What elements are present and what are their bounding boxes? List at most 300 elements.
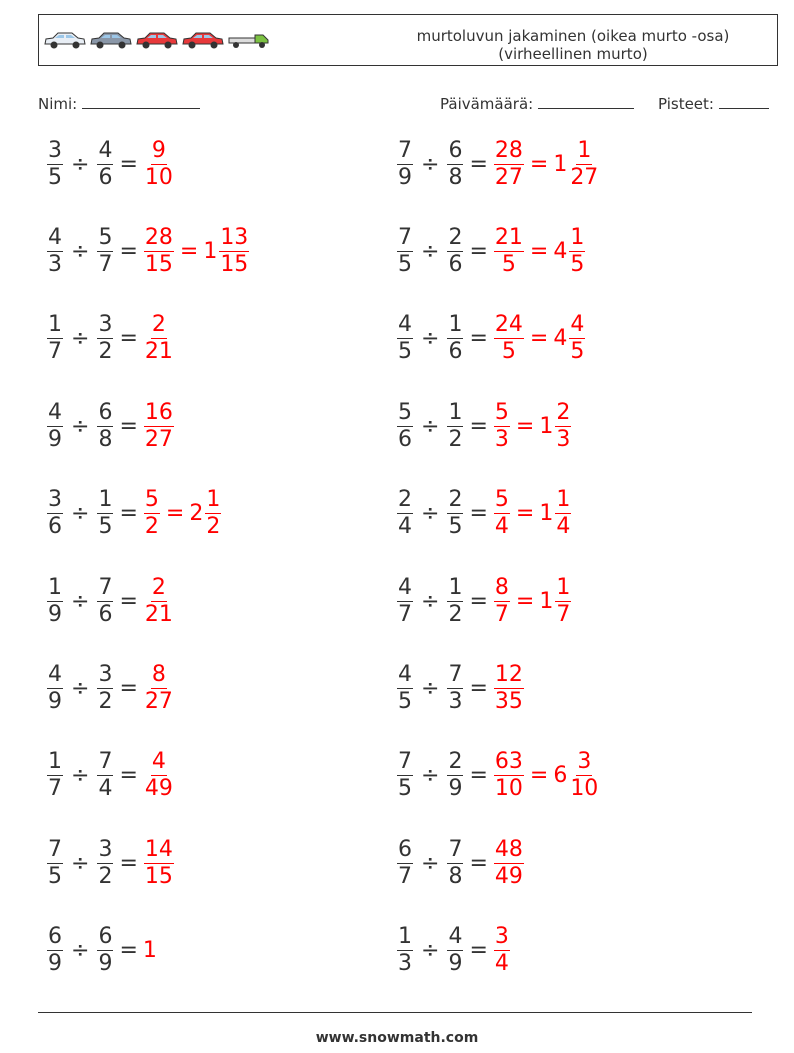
equals-sign: =	[529, 238, 549, 264]
divide-sign: ÷	[421, 413, 440, 439]
dividend-fraction-denominator: 7	[48, 776, 62, 802]
answer-fraction-denominator: 35	[494, 688, 523, 714]
mixed-fraction-numerator: 1	[577, 137, 592, 163]
problem-row	[396, 569, 572, 633]
divisor-fraction	[96, 487, 114, 540]
answer-fraction-denominator: 4	[494, 951, 509, 977]
divide-sign: ÷	[421, 326, 440, 352]
dividend-fraction	[46, 400, 64, 453]
dividend-fraction-numerator: 6	[398, 836, 412, 862]
divide-sign: ÷	[71, 326, 90, 352]
dividend-fraction-denominator: 5	[48, 863, 62, 889]
equals-sign: =	[469, 588, 488, 614]
divisor-fraction-denominator: 2	[448, 426, 463, 452]
equals-sign: =	[119, 413, 138, 439]
problem-row	[396, 744, 600, 808]
answer-fraction-numerator: 2	[151, 312, 166, 338]
answer-fraction	[493, 662, 525, 715]
equals-sign: =	[119, 850, 138, 876]
dividend-fraction	[46, 662, 64, 715]
answer-fraction	[493, 225, 525, 278]
green-truck-icon	[227, 29, 271, 51]
divisor-fraction-numerator: 4	[448, 924, 463, 950]
dividend-fraction-numerator: 7	[48, 836, 62, 862]
divisor-fraction-denominator: 5	[98, 514, 113, 540]
answer-fraction	[143, 225, 175, 278]
divisor-fraction	[96, 575, 114, 628]
dividend-fraction-numerator: 5	[398, 399, 412, 425]
divisor-fraction	[96, 837, 114, 890]
dividend-fraction-numerator: 4	[398, 661, 412, 687]
divisor-fraction-numerator: 1	[448, 312, 463, 338]
dividend-fraction-denominator: 5	[48, 164, 62, 190]
divide-sign: ÷	[71, 588, 90, 614]
dividend-fraction-denominator: 3	[398, 951, 412, 977]
divisor-fraction-denominator: 6	[448, 251, 463, 277]
divide-sign: ÷	[421, 238, 440, 264]
divisor-fraction	[446, 487, 464, 540]
dividend-fraction	[396, 400, 414, 453]
answer-fraction-numerator: 9	[151, 137, 166, 163]
footer-url: www.snowmath.com	[315, 1030, 479, 1046]
divisor-fraction-denominator: 4	[98, 776, 113, 802]
mixed-fraction	[554, 400, 572, 453]
answer-fraction-denominator: 5	[501, 251, 516, 277]
divisor-fraction-numerator: 7	[98, 749, 113, 775]
divisor-fraction-numerator: 2	[448, 749, 463, 775]
score-blank[interactable]	[719, 94, 769, 109]
answer-fraction-denominator: 2	[144, 514, 159, 540]
mixed-fraction	[568, 138, 600, 191]
dividend-fraction	[396, 225, 414, 278]
equals-sign: =	[119, 326, 138, 352]
answer-fraction-denominator: 5	[501, 339, 516, 365]
dividend-fraction	[396, 312, 414, 365]
dividend-fraction-numerator: 4	[48, 399, 62, 425]
dividend-fraction-denominator: 9	[48, 688, 62, 714]
dividend-fraction-denominator: 3	[48, 251, 62, 277]
mixed-fraction	[568, 312, 586, 365]
divisor-fraction-numerator: 6	[98, 924, 113, 950]
divisor-fraction-numerator: 3	[98, 661, 113, 687]
answer-fraction-numerator: 5	[144, 487, 159, 513]
divisor-fraction-denominator: 6	[448, 339, 463, 365]
divisor-fraction-denominator: 8	[448, 164, 463, 190]
mixed-fraction-numerator: 1	[206, 487, 221, 513]
answer-fraction-numerator: 5	[494, 399, 509, 425]
answer-fraction	[493, 138, 525, 191]
answer-fraction-numerator: 28	[144, 224, 173, 250]
answer-fraction-numerator: 8	[151, 661, 166, 687]
divide-sign: ÷	[421, 151, 440, 177]
mixed-fraction-numerator: 1	[556, 487, 571, 513]
answer-fraction-numerator: 8	[494, 574, 509, 600]
divisor-fraction-denominator: 8	[98, 426, 113, 452]
dividend-fraction	[396, 487, 414, 540]
equals-sign: =	[469, 938, 488, 964]
divisor-fraction-denominator: 6	[98, 164, 113, 190]
divisor-fraction	[96, 138, 114, 191]
problem-row	[396, 831, 525, 895]
answer-fraction	[493, 924, 511, 977]
divisor-fraction-numerator: 3	[98, 312, 113, 338]
answer-fraction-numerator: 3	[494, 924, 509, 950]
divide-sign: ÷	[421, 850, 440, 876]
dividend-fraction	[46, 749, 64, 802]
divisor-fraction-denominator: 9	[448, 776, 463, 802]
mixed-fraction-numerator: 1	[570, 224, 585, 250]
mixed-fraction-denominator: 4	[556, 514, 571, 540]
mixed-fraction-denominator: 2	[206, 514, 221, 540]
answer-fraction-denominator: 27	[494, 164, 523, 190]
dividend-fraction-numerator: 1	[48, 749, 62, 775]
equals-sign: =	[469, 151, 488, 177]
divisor-fraction-denominator: 7	[98, 251, 113, 277]
dividend-fraction-denominator: 5	[398, 339, 412, 365]
dividend-fraction-numerator: 2	[398, 487, 412, 513]
title-line-1: murtoluvun jakaminen (oikea murto -osa)	[416, 27, 730, 45]
dividend-fraction-numerator: 6	[48, 924, 62, 950]
dividend-fraction-denominator: 9	[48, 951, 62, 977]
mixed-fraction-numerator: 4	[570, 312, 585, 338]
equals-sign: =	[119, 238, 138, 264]
equals-sign: =	[119, 501, 138, 527]
mixed-fraction-denominator: 7	[556, 601, 571, 627]
dividend-fraction	[396, 837, 414, 890]
mixed-fraction	[554, 487, 572, 540]
dividend-fraction-denominator: 9	[398, 164, 412, 190]
answer-fraction	[493, 749, 525, 802]
divisor-fraction-numerator: 7	[98, 574, 113, 600]
problem-row	[46, 744, 175, 808]
mixed-fraction-numerator: 2	[556, 399, 571, 425]
divisor-fraction	[446, 400, 464, 453]
answer-fraction	[143, 662, 175, 715]
dividend-fraction	[46, 837, 64, 890]
answer-fraction-numerator: 4	[151, 749, 166, 775]
dividend-fraction-numerator: 7	[398, 749, 412, 775]
dividend-fraction-denominator: 7	[48, 339, 62, 365]
equals-sign: =	[469, 413, 488, 439]
mixed-fraction	[568, 749, 600, 802]
answer-fraction-denominator: 7	[494, 601, 509, 627]
worksheet-header	[38, 14, 778, 66]
title-line-2: (virheellinen murto)	[498, 45, 648, 63]
date-label: Päivämäärä:	[440, 95, 534, 113]
answer-fraction	[493, 575, 511, 628]
answer-fraction-denominator: 10	[494, 776, 523, 802]
dividend-fraction-numerator: 1	[48, 312, 62, 338]
equals-sign: =	[529, 763, 549, 789]
dividend-fraction	[46, 312, 64, 365]
divide-sign: ÷	[71, 938, 90, 964]
answer-fraction-numerator: 21	[494, 224, 523, 250]
divisor-fraction-denominator: 9	[448, 951, 463, 977]
problem-row	[46, 219, 250, 283]
dividend-fraction	[396, 749, 414, 802]
divisor-fraction-numerator: 7	[448, 836, 463, 862]
answer-fraction-denominator: 3	[494, 426, 509, 452]
equals-sign: =	[515, 501, 535, 527]
divisor-fraction-numerator: 2	[448, 224, 463, 250]
mixed-whole: 1	[553, 151, 568, 177]
mixed-fraction-denominator: 5	[570, 251, 585, 277]
answer-fraction-numerator: 48	[494, 836, 523, 862]
red-car-icon	[181, 29, 225, 51]
mixed-fraction	[554, 575, 572, 628]
divide-sign: ÷	[421, 938, 440, 964]
footer-divider	[38, 1012, 752, 1013]
dividend-fraction-numerator: 7	[398, 137, 412, 163]
date-field	[440, 94, 634, 113]
dividend-fraction	[46, 924, 64, 977]
equals-sign: =	[469, 501, 488, 527]
equals-sign: =	[469, 238, 488, 264]
mixed-fraction	[218, 225, 250, 278]
divisor-fraction-denominator: 2	[98, 339, 113, 365]
dividend-fraction-numerator: 4	[48, 661, 62, 687]
answer-fraction	[493, 400, 511, 453]
mixed-fraction-denominator: 5	[570, 339, 585, 365]
answer-fraction-denominator: 27	[144, 426, 173, 452]
problem-row	[46, 307, 175, 371]
problem-row	[46, 482, 222, 546]
answer-fraction-numerator: 16	[144, 399, 173, 425]
mixed-fraction-numerator: 1	[556, 574, 571, 600]
dividend-fraction-numerator: 1	[398, 924, 412, 950]
divisor-fraction-denominator: 9	[98, 951, 113, 977]
divisor-fraction-numerator: 2	[448, 487, 463, 513]
answer-fraction-numerator: 28	[494, 137, 523, 163]
dividend-fraction-denominator: 6	[48, 514, 62, 540]
mixed-whole: 1	[539, 413, 554, 439]
dividend-fraction	[46, 487, 64, 540]
dividend-fraction	[46, 138, 64, 191]
answer-fraction-denominator: 49	[494, 863, 523, 889]
equals-sign: =	[515, 413, 535, 439]
dividend-fraction-denominator: 5	[398, 776, 412, 802]
divisor-fraction-denominator: 2	[98, 863, 113, 889]
divide-sign: ÷	[421, 763, 440, 789]
equals-sign: =	[469, 326, 488, 352]
answer-fraction	[143, 400, 175, 453]
mixed-whole: 1	[539, 588, 554, 614]
mixed-fraction-numerator: 13	[220, 224, 249, 250]
answer-fraction-denominator: 27	[144, 688, 173, 714]
divisor-fraction	[446, 749, 464, 802]
divisor-fraction-denominator: 2	[448, 601, 463, 627]
mixed-whole: 4	[553, 326, 568, 352]
answer-fraction-numerator: 5	[494, 487, 509, 513]
answer-fraction	[493, 312, 525, 365]
divisor-fraction-numerator: 6	[98, 399, 113, 425]
divide-sign: ÷	[71, 850, 90, 876]
divisor-fraction-denominator: 6	[98, 601, 113, 627]
divisor-fraction-numerator: 7	[448, 661, 463, 687]
divisor-fraction	[96, 662, 114, 715]
problem-row	[396, 482, 572, 546]
dividend-fraction	[396, 138, 414, 191]
equals-sign: =	[529, 326, 549, 352]
divisor-fraction	[96, 225, 114, 278]
dividend-fraction-denominator: 9	[48, 601, 62, 627]
equals-sign: =	[119, 151, 138, 177]
problem-row	[396, 919, 511, 983]
answer-fraction	[143, 575, 175, 628]
answer-fraction-numerator: 2	[151, 574, 166, 600]
divide-sign: ÷	[71, 238, 90, 264]
divisor-fraction-numerator: 3	[98, 836, 113, 862]
mixed-fraction	[204, 487, 222, 540]
equals-sign: =	[119, 763, 138, 789]
answer-fraction-numerator: 14	[144, 836, 173, 862]
dividend-fraction-numerator: 3	[48, 487, 62, 513]
divisor-fraction	[96, 749, 114, 802]
problem-row	[46, 831, 175, 895]
divisor-fraction	[446, 312, 464, 365]
dividend-fraction-denominator: 5	[398, 688, 412, 714]
dividend-fraction	[46, 225, 64, 278]
equals-sign: =	[119, 675, 138, 701]
problem-row	[46, 656, 175, 720]
divide-sign: ÷	[71, 501, 90, 527]
dividend-fraction	[46, 575, 64, 628]
divisor-fraction	[446, 225, 464, 278]
answer-fraction-denominator: 4	[494, 514, 509, 540]
equals-sign: =	[119, 588, 138, 614]
divisor-fraction-denominator: 5	[448, 514, 463, 540]
equals-sign: =	[469, 675, 488, 701]
divisor-fraction-denominator: 2	[98, 688, 113, 714]
mixed-whole: 2	[189, 501, 204, 527]
divisor-fraction	[446, 662, 464, 715]
answer-fraction-denominator: 10	[144, 164, 173, 190]
answer-fraction-numerator: 63	[494, 749, 523, 775]
problem-row	[46, 919, 157, 983]
divisor-fraction-numerator: 1	[448, 574, 463, 600]
problem-row	[396, 307, 586, 371]
car-icons	[43, 29, 271, 51]
dividend-fraction-numerator: 3	[48, 137, 62, 163]
dividend-fraction-denominator: 9	[48, 426, 62, 452]
divide-sign: ÷	[421, 588, 440, 614]
divisor-fraction	[96, 400, 114, 453]
dividend-fraction-numerator: 7	[398, 224, 412, 250]
score-field	[658, 94, 769, 113]
divisor-fraction	[446, 575, 464, 628]
mixed-fraction-denominator: 15	[220, 251, 249, 277]
divisor-fraction-numerator: 4	[98, 137, 113, 163]
answer-fraction-numerator: 24	[494, 312, 523, 338]
dividend-fraction-denominator: 5	[398, 251, 412, 277]
white-car-icon	[43, 29, 87, 51]
dividend-fraction	[396, 924, 414, 977]
name-blank[interactable]	[82, 94, 200, 109]
answer-fraction	[493, 487, 511, 540]
answer-fraction-denominator: 21	[144, 601, 173, 627]
divisor-fraction	[446, 837, 464, 890]
answer-fraction	[143, 749, 175, 802]
answer-fraction	[143, 312, 175, 365]
divisor-fraction-numerator: 1	[98, 487, 113, 513]
problem-row	[396, 656, 525, 720]
equals-sign: =	[529, 151, 549, 177]
answer-fraction	[143, 487, 161, 540]
divisor-fraction	[96, 312, 114, 365]
divide-sign: ÷	[71, 675, 90, 701]
problem-row	[396, 219, 586, 283]
mixed-fraction-denominator: 3	[556, 426, 571, 452]
divisor-fraction-numerator: 6	[448, 137, 463, 163]
gray-car-icon	[89, 29, 133, 51]
answer-fraction-denominator: 21	[144, 339, 173, 365]
answer-fraction-denominator: 49	[144, 776, 173, 802]
divisor-fraction	[96, 924, 114, 977]
answer-fraction	[143, 837, 175, 890]
problem-row	[396, 132, 600, 196]
equals-sign: =	[179, 238, 199, 264]
mixed-fraction	[568, 225, 586, 278]
divisor-fraction-numerator: 1	[448, 399, 463, 425]
equals-sign: =	[469, 763, 488, 789]
answer-fraction	[143, 138, 175, 191]
divisor-fraction-denominator: 3	[448, 688, 463, 714]
dividend-fraction-numerator: 4	[398, 574, 412, 600]
mixed-whole: 4	[553, 238, 568, 264]
mixed-fraction-numerator: 3	[577, 749, 592, 775]
mixed-fraction-denominator: 10	[570, 776, 599, 802]
divisor-fraction-numerator: 5	[98, 224, 113, 250]
answer-fraction-numerator: 12	[494, 661, 523, 687]
equals-sign: =	[515, 588, 535, 614]
mixed-whole: 1	[203, 238, 218, 264]
divide-sign: ÷	[71, 151, 90, 177]
answer-whole: 1	[142, 938, 157, 964]
equals-sign: =	[119, 938, 138, 964]
problem-row	[46, 132, 175, 196]
red-car-icon	[135, 29, 179, 51]
dividend-fraction	[396, 575, 414, 628]
problem-row	[46, 394, 175, 458]
answer-fraction-denominator: 15	[144, 863, 173, 889]
problem-row	[396, 394, 572, 458]
dividend-fraction	[396, 662, 414, 715]
divisor-fraction	[446, 138, 464, 191]
divisor-fraction	[446, 924, 464, 977]
dividend-fraction-denominator: 7	[398, 863, 412, 889]
date-blank[interactable]	[538, 94, 634, 109]
divide-sign: ÷	[421, 501, 440, 527]
dividend-fraction-numerator: 4	[398, 312, 412, 338]
divisor-fraction-denominator: 8	[448, 863, 463, 889]
problem-row	[46, 569, 175, 633]
divide-sign: ÷	[71, 413, 90, 439]
divide-sign: ÷	[71, 763, 90, 789]
dividend-fraction-numerator: 4	[48, 224, 62, 250]
score-label: Pisteet:	[658, 95, 714, 113]
equals-sign: =	[469, 850, 488, 876]
dividend-fraction-numerator: 1	[48, 574, 62, 600]
name-label: Nimi:	[38, 95, 78, 113]
name-field	[38, 94, 200, 113]
dividend-fraction-denominator: 4	[398, 514, 412, 540]
divide-sign: ÷	[421, 675, 440, 701]
dividend-fraction-denominator: 6	[398, 426, 412, 452]
dividend-fraction-denominator: 7	[398, 601, 412, 627]
worksheet-title	[393, 27, 753, 63]
equals-sign: =	[165, 501, 185, 527]
mixed-fraction-denominator: 27	[570, 164, 599, 190]
